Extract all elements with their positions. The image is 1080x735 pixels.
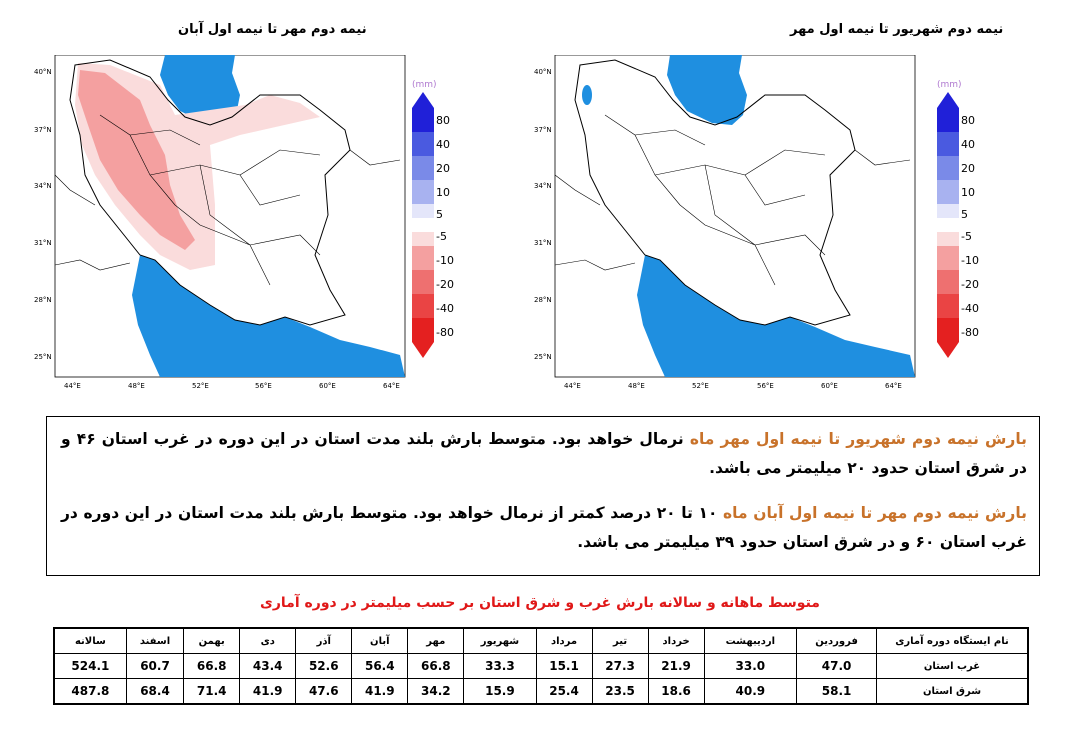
table-cell: 47.6 — [296, 679, 352, 705]
table-header-cell: نام ایستگاه دوره آماری — [877, 628, 1029, 654]
table-cell: 71.4 — [184, 679, 240, 705]
colorbar-label: 40 — [436, 138, 450, 151]
table-header-cell: فروردین — [797, 628, 877, 654]
map-title: نیمه دوم شهریور تا نیمه اول مهر — [790, 22, 1004, 37]
colorbar-unit: (mm) — [937, 80, 962, 90]
lat-label: 28°N — [34, 296, 52, 304]
colorbar-label: -40 — [961, 302, 979, 315]
table-cell: 15.1 — [536, 654, 592, 679]
colorbar-label: 80 — [436, 114, 450, 127]
table-cell: 58.1 — [797, 679, 877, 705]
precipitation-anomaly-map — [520, 55, 930, 385]
row-name-cell: شرق استان — [877, 679, 1029, 705]
colorbar-legend — [937, 80, 1007, 360]
paragraph-text: ۱۰ تا ۲۰ درصد کمتر از نرمال خواهد بود. متوسط بارش بلند مدت استان در این دوره در غرب استان ۶۰ و در شرق استان حدود ۳۹ میلیمتر می باشد. — [61, 504, 1027, 551]
lat-label: 31°N — [534, 239, 552, 247]
colorbar-label: 20 — [961, 162, 975, 175]
lon-label: 52°E — [692, 382, 709, 390]
lat-label: 31°N — [34, 239, 52, 247]
colorbar-label: 10 — [436, 186, 450, 199]
table-header-cell: اسفند — [126, 628, 183, 654]
lon-label: 64°E — [885, 382, 902, 390]
table-header-row — [54, 628, 1028, 654]
forecast-paragraph-2 — [61, 499, 1027, 557]
table-cell: 23.5 — [592, 679, 648, 705]
lon-label: 44°E — [64, 382, 81, 390]
colorbar-label: 80 — [961, 114, 975, 127]
colorbar-label: 20 — [436, 162, 450, 175]
table-cell: 21.9 — [648, 654, 704, 679]
table-cell: 47.0 — [797, 654, 877, 679]
lat-label: 37°N — [34, 126, 52, 134]
table-cell: 18.6 — [648, 679, 704, 705]
lon-label: 60°E — [319, 382, 336, 390]
colorbar-label: -5 — [961, 230, 972, 243]
lon-label: 64°E — [383, 382, 400, 390]
table-cell: 33.3 — [464, 654, 536, 679]
table-header-cell: سالانه — [54, 628, 126, 654]
lat-label: 34°N — [34, 182, 52, 190]
table-header-cell: دی — [240, 628, 296, 654]
lake-urmia — [582, 85, 592, 105]
table-header-cell: آذر — [296, 628, 352, 654]
lat-label: 28°N — [534, 296, 552, 304]
table-cell: 524.1 — [54, 654, 126, 679]
colorbar-label: -80 — [436, 326, 454, 339]
lon-label: 48°E — [628, 382, 645, 390]
lon-label: 60°E — [821, 382, 838, 390]
table-cell: 52.6 — [296, 654, 352, 679]
colorbar-unit: (mm) — [412, 80, 437, 90]
colorbar-label: -10 — [436, 254, 454, 267]
lat-label: 25°N — [534, 353, 552, 361]
table-cell: 43.4 — [240, 654, 296, 679]
paragraph-text: نرمال خواهد بود. متوسط بارش بلند مدت استان در این دوره در غرب استان ۴۶ و در شرق استان حدود ۲۰ میلیمتر می باشد. — [61, 430, 1027, 477]
table-row — [54, 654, 1028, 679]
table-cell: 34.2 — [408, 679, 464, 705]
map-title: نیمه دوم مهر تا نیمه اول آبان — [178, 22, 367, 37]
colorbar-label: -20 — [436, 278, 454, 291]
table-cell: 40.9 — [704, 679, 797, 705]
map-panel-right — [520, 0, 1060, 405]
precipitation-table — [53, 627, 1029, 705]
table-header-cell: تیر — [592, 628, 648, 654]
lat-label: 40°N — [534, 68, 552, 76]
lat-label: 37°N — [534, 126, 552, 134]
table-cell: 56.4 — [352, 654, 408, 679]
colorbar-label: -5 — [436, 230, 447, 243]
lon-label: 56°E — [255, 382, 272, 390]
table-header-cell: خرداد — [648, 628, 704, 654]
colorbar-scale — [412, 92, 434, 362]
colorbar-label: 5 — [961, 208, 968, 221]
highlight-period: بارش نیمه دوم مهر — [877, 504, 1028, 522]
table-cell: 25.4 — [536, 679, 592, 705]
lat-label: 25°N — [34, 353, 52, 361]
table-header-cell: مرداد — [536, 628, 592, 654]
row-name-cell: غرب استان — [877, 654, 1029, 679]
forecast-text-box — [46, 416, 1040, 576]
table-cell: 27.3 — [592, 654, 648, 679]
table-cell: 33.0 — [704, 654, 797, 679]
table-cell: 66.8 — [408, 654, 464, 679]
table-header-cell: آبان — [352, 628, 408, 654]
lat-label: 40°N — [34, 68, 52, 76]
table-cell: 41.9 — [240, 679, 296, 705]
table-cell: 66.8 — [184, 654, 240, 679]
lon-label: 44°E — [564, 382, 581, 390]
lat-label: 34°N — [534, 182, 552, 190]
table-cell: 68.4 — [126, 679, 183, 705]
colorbar-label: 40 — [961, 138, 975, 151]
forecast-paragraph-1 — [61, 425, 1027, 483]
table-row — [54, 679, 1028, 705]
table-header-cell: مهر — [408, 628, 464, 654]
table-cell: 487.8 — [54, 679, 126, 705]
colorbar-label: -40 — [436, 302, 454, 315]
colorbar-label: -10 — [961, 254, 979, 267]
table-header-cell: بهمن — [184, 628, 240, 654]
highlight-period: بارش نیمه دوم شهریور — [846, 430, 1027, 448]
lon-label: 48°E — [128, 382, 145, 390]
highlight-period: تا نیمه اول آبان ماه — [723, 504, 873, 522]
map-panel-left — [0, 0, 540, 405]
lon-label: 52°E — [192, 382, 209, 390]
table-header-cell: شهریور — [464, 628, 536, 654]
colorbar-label: -20 — [961, 278, 979, 291]
colorbar-label: -80 — [961, 326, 979, 339]
lon-label: 56°E — [757, 382, 774, 390]
colorbar-scale — [937, 92, 959, 362]
table-cell: 60.7 — [126, 654, 183, 679]
highlight-period: تا نیمه اول مهر ماه — [689, 430, 841, 448]
table-cell: 41.9 — [352, 679, 408, 705]
precipitation-anomaly-map — [0, 55, 410, 385]
colorbar-label: 10 — [961, 186, 975, 199]
table-cell: 15.9 — [464, 679, 536, 705]
colorbar-label: 5 — [436, 208, 443, 221]
table-title: متوسط ماهانه و سالانه بارش غرب و شرق استان بر حسب میلیمتر در دوره آماری — [260, 595, 820, 611]
colorbar-legend — [412, 80, 482, 360]
table-header-cell: اردیبهشت — [704, 628, 797, 654]
